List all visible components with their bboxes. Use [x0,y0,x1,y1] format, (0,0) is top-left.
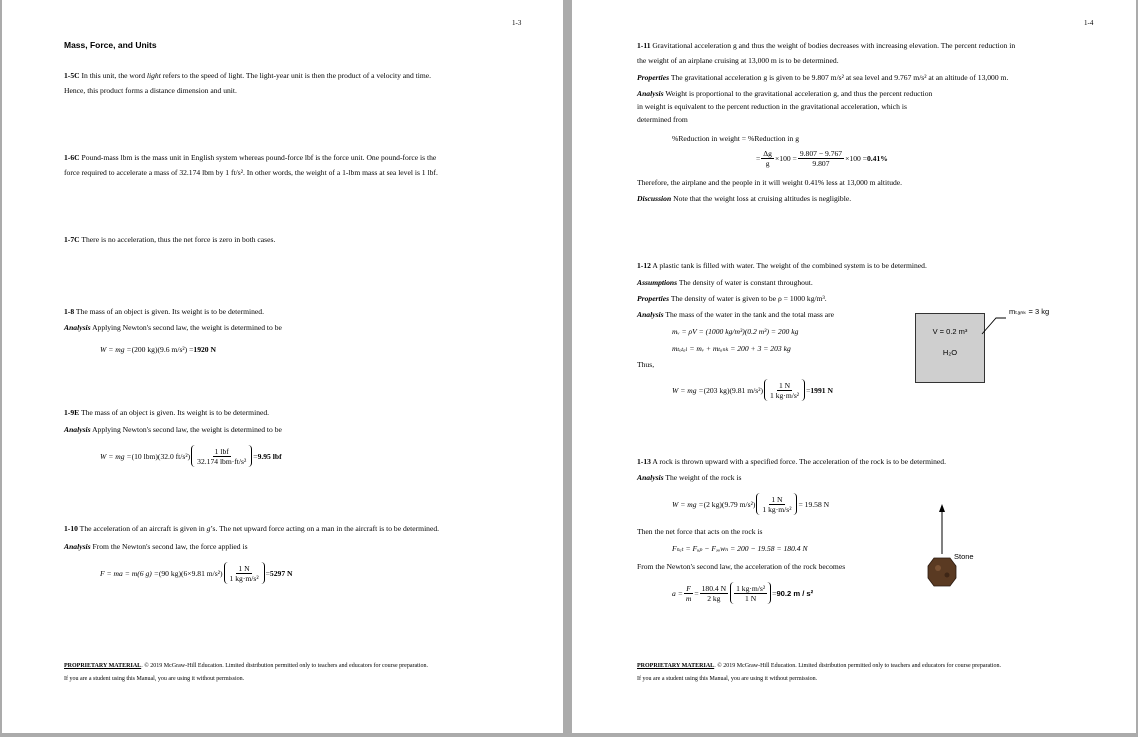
problem-number: 1-7C [64,235,80,244]
problem-1-8-line2: Analysis Applying Newton's second law, the weight is determined to be [64,323,282,332]
problem-1-7c-line1: 1-7C There is no acceleration, thus the net force is zero in both cases. [64,235,276,244]
force-arrow-head [939,504,945,512]
equation-1-12-a: mᵥ = ρV = (1000 kg/m³)(0.2 m³) = 200 kg [672,327,799,336]
problem-number: 1-13 [637,457,651,466]
problem-1-5c-line2: Hence, this product forms a distance dimension and unit. [64,86,237,95]
problem-number: 1-12 [637,261,651,270]
problem-number: 1-9E [64,408,80,417]
problem-1-10-line2: Analysis From the Newton's second law, the force applied is [64,542,248,551]
problem-number: 1-5C [64,71,80,80]
problem-1-9e-line2: Analysis Applying Newton's second law, the weight is determined to be [64,425,282,434]
problem-number: 1-11 [637,41,651,50]
stone-shape [928,558,956,586]
problem-1-8-line1: 1-8 The mass of an object is given. Its weight is to be determined. [64,307,264,316]
problem-number: 1-10 [64,524,78,533]
problem-1-12-line3: Properties The density of water is given to be ρ = 1000 kg/m³. [637,294,827,303]
stone-figure [922,502,962,592]
equation-1-11-b: = $\frac{\Delta g}{g}$ ×100 = $\frac{9.807 - 9.767}{9.807}$ ×100 = 0.41% [756,148,888,168]
equation-1-13-a: W = mg = (2 kg)(9.79 m/s²) $\frac{1 N}{\text{1 kg·m/s²}}$ = 19.58 N [672,494,830,514]
page-number: 1-4 [1084,19,1094,27]
thus-label: Thus, [637,360,655,369]
problem-1-6c-line2: force required to accelerate a mass of 32.174 lbm by 1 ft/s². In other words, the weight of a 1-lbm mass at sea level is 1 lbf. [64,168,438,177]
tank-volume-label: V = 0.2 m³ [932,327,968,336]
footer-line1: PROPRIETARY MATERIAL. © 2019 McGraw-Hill Education. Limited distribution permitted only to teachers and educators for course preparation. [64,663,428,669]
problem-1-10-line1: 1-10 The acceleration of an aircraft is given in g’s. The net upward force acting on a man in the aircraft is to be determined. [64,524,440,533]
problem-number: 1-6C [64,153,80,162]
proprietary-label: PROPRIETARY MATERIAL [64,663,142,669]
problem-1-5c-line1: 1-5C In this unit, the word light refers to the speed of light. The light-year unit is then the product of a velocity and time. [64,71,432,80]
problem-1-11-line1: 1-11 Gravitational acceleration g and thus the weight of bodies decreases with increasing elevation. The percent reduction in [637,41,1016,50]
problem-1-12-line4: Analysis The mass of the water in the tank and the total mass are [637,310,835,319]
problem-1-6c-line1: 1-6C Pound-mass lbm is the mass unit in English system whereas pound-force lbf is the force unit. One pound-force is the [64,153,437,162]
equation-1-11-a: %Reduction in weight = %Reduction in g [672,134,800,143]
footer-line2: If you are a student using this Manual, you are using it without permission. [637,676,818,682]
equation-1-12-b: mₜₒₜₐₗ = mᵥ + mₜₐₙₖ = 200 + 3 = 203 kg [672,344,791,353]
equation-1-8: W = mg = (200 kg)(9.6 m/s²) = 1920 N [100,344,216,354]
footer-line2: If you are a student using this Manual, you are using it without permission. [64,676,245,682]
page-right [572,0,1136,733]
problem-1-13-line3: Then the net force that acts on the rock is [637,527,763,536]
tank-mass-label: mₜₐₙₖ = 3 kg [1009,307,1050,316]
problem-1-13-line4: From the Newton's second law, the acceleration of the rock becomes [637,562,846,571]
problem-1-11-line5: in weight is equivalent to the percent reduction in the gravitational acceleration, which is [637,102,907,111]
stone-label: Stone [954,552,974,561]
page-number: 1-3 [512,19,522,27]
equation-1-13-c: a = $\frac{F}{m}$ = $\frac{180.4 N}{2 kg}$ $\frac{\text{1 kg·m/s²}}{1 N}$ = 90.2 m / s² [672,583,814,603]
equation-1-9e: W = mg = (10 lbm)(32.0 ft/s²) $\frac{\text{1 lbf}}{\text{32.174 lbm·ft/s²}}$ = 9.95 lbf [100,446,282,466]
problem-number: 1-8 [64,307,75,316]
problem-1-12-line1: 1-12 A plastic tank is filled with water. The weight of the combined system is to be determined. [637,261,927,270]
page-left [2,0,563,733]
equation-1-13-b: Fₙₑₜ = Fᵤₚ − Fₔₒwₙ = 200 − 19.58 = 180.4 N [672,544,808,553]
section-title: Mass, Force, and Units [64,40,157,50]
problem-1-12-line2: Assumptions The density of water is constant throughout. [637,278,813,287]
problem-1-11-line4: Analysis Weight is proportional to the gravitational acceleration g, and thus the percent reduction [637,89,933,98]
problem-1-13-line2: Analysis The weight of the rock is [637,473,742,482]
problem-1-13-line1: 1-13 A rock is thrown upward with a specified force. The acceleration of the rock is to be determined. [637,457,946,466]
proprietary-label: PROPRIETARY MATERIAL [637,663,715,669]
tank-water-label: H₂O [942,348,958,357]
problem-1-11-line8: Discussion Note that the weight loss at cruising altitudes is negligible. [637,194,852,203]
equation-1-12-c: W = mg = (203 kg)(9.81 m/s²) $\frac{1 N}{\text{1 kg·m/s²}}$ = 1991 N [672,380,833,400]
problem-1-9e-line1: 1-9E The mass of an object is given. Its weight is to be determined. [64,408,270,417]
tank-figure [915,313,985,383]
problem-1-11-line3: Properties The gravitational acceleration g is given to be 9.807 m/s² at sea level and 9.767 m/s² at an altitude of 13,000 m. [637,73,1009,82]
equation-1-10: F = ma = m(6 g) = (90 kg)(6×9.81 m/s²) $\frac{1 N}{\text{1 kg·m/s²}}$ = 5297 N [100,563,293,583]
problem-1-11-line6: determined from [637,115,688,124]
footer-line1: PROPRIETARY MATERIAL. © 2019 McGraw-Hill Education. Limited distribution permitted only to teachers and educators for course preparation. [637,663,1001,669]
problem-1-11-line7: Therefore, the airplane and the people in it will weight 0.41% less at 13,000 m altitude. [637,178,903,187]
problem-1-11-line2: the weight of an airplane cruising at 13,000 m is to be determined. [637,56,839,65]
